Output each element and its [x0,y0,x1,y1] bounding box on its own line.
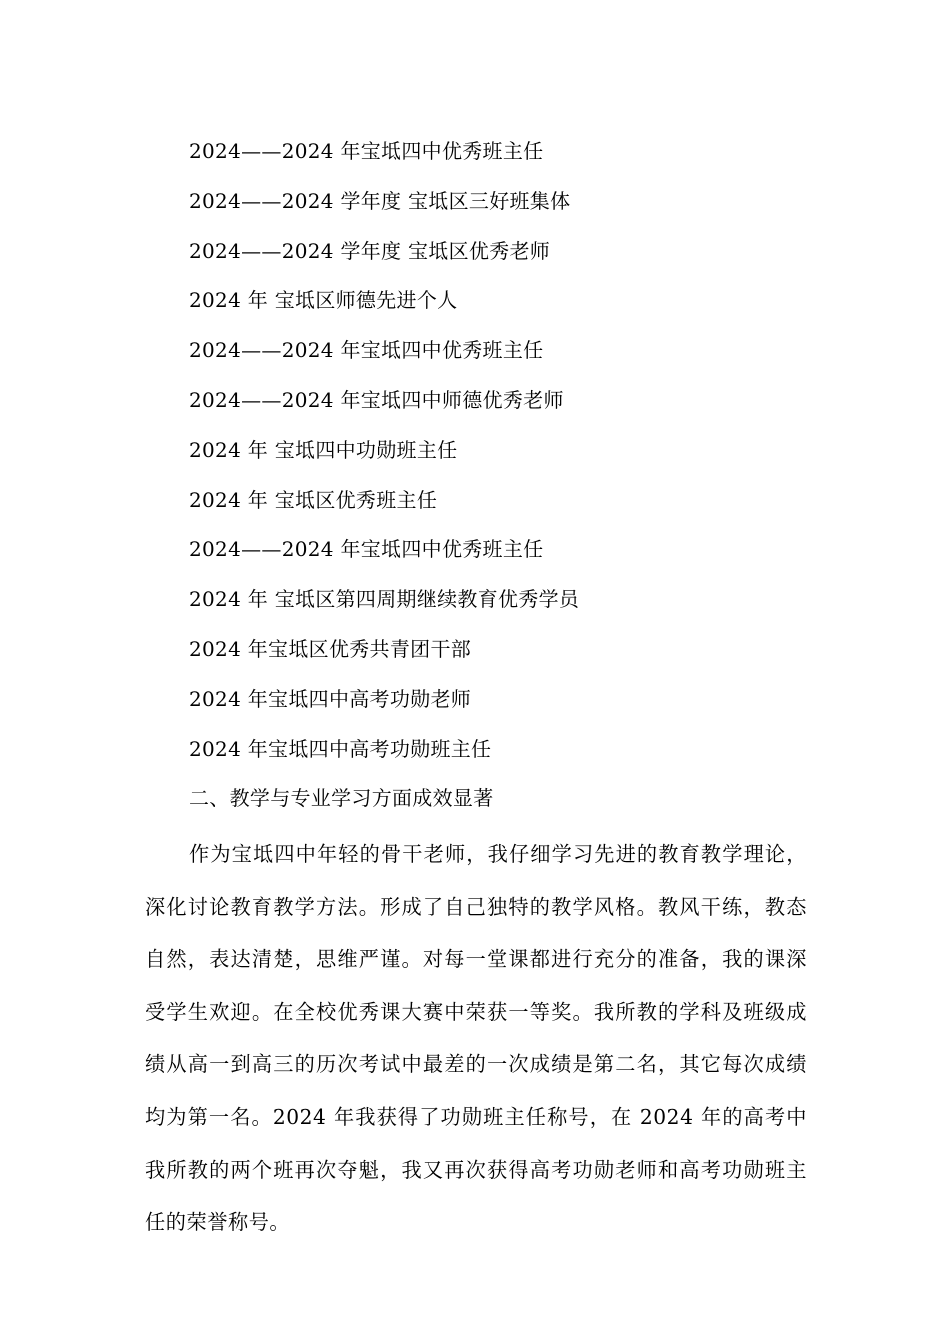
award-item: 2024 年宝坻四中高考功勋班主任 [189,736,492,761]
award-list [189,133,829,780]
award-item: 2024 年 宝坻区优秀班主任 [189,487,438,512]
award-item: 2024 年宝坻区优秀共青团干部 [189,636,472,661]
award-item: 2024——2024 学年度 宝坻区三好班集体 [189,188,571,213]
award-item: 2024 年 宝坻四中功勋班主任 [189,437,458,462]
award-item: 2024——2024 年宝坻四中优秀班主任 [189,537,544,562]
award-item: 2024——2024 学年度 宝坻区优秀老师 [189,238,551,263]
section-heading: 二、教学与专业学习方面成效显著 [189,786,494,810]
award-item: 2024——2024 年宝坻四中优秀班主任 [189,139,544,163]
award-item: 2024——2024 年宝坻四中师德优秀老师 [189,387,564,412]
award-item: 2024 年宝坻四中高考功勋老师 [189,686,472,711]
award-item: 2024 年 宝坻区第四周期继续教育优秀学员 [189,587,580,612]
award-item: 2024 年 宝坻区师德先进个人 [189,288,458,313]
body-paragraph: 作为宝坻四中年轻的骨干老师，我仔细学习先进的教育教学理论，深化讨论教育教学方法。形成了自己独特的教学风格。教风干练，教态自然，表达清楚，思维严谨。对每一堂课都进行充分的准备，我的课深受学生欢迎。在全校优秀课大赛中荣获一等奖。我所教的学科及班级成绩从高一到高三的历次考试中最差的一次成绩是第二名，其它每次成绩均为第一名。2024 年我获得了功勋班主任称号，在 2024 年的高考中我所教的两个班再次夺魁，我又再次获得高考功勋老师和高考功勋班主任的荣誉称号。 [145,842,807,1235]
award-item: 2024——2024 年宝坻四中优秀班主任 [189,338,544,363]
